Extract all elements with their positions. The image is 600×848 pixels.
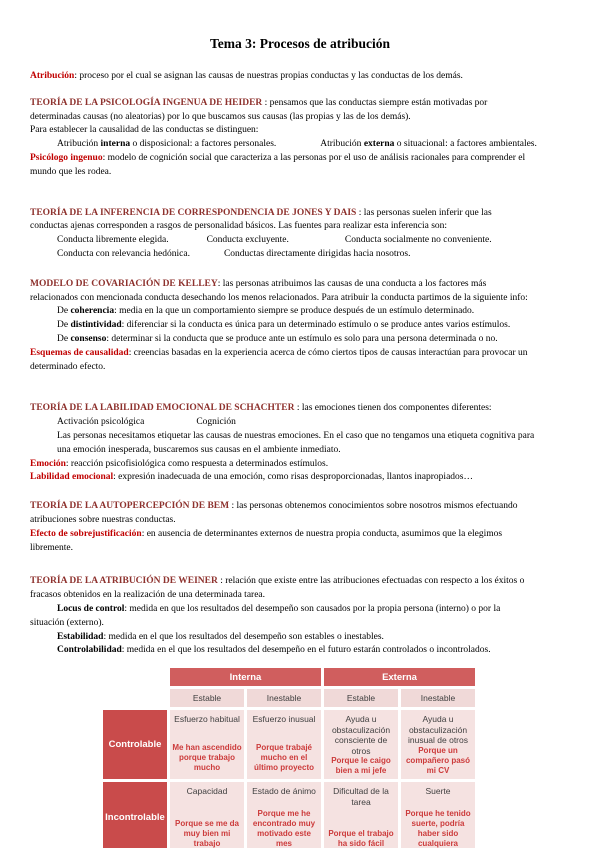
- text-line: [30, 234, 570, 248]
- table-cell: [401, 710, 475, 779]
- cell-example: Porque trabajé mucho en el último proyecto: [253, 743, 314, 772]
- table-sub-header: Estable: [170, 689, 244, 707]
- table-sub-header: Estable: [324, 689, 398, 707]
- table-cell: [324, 782, 398, 848]
- text-line: [30, 347, 570, 361]
- text-segment: Atribución: [320, 139, 364, 150]
- text-line: [30, 207, 570, 221]
- text-line: [30, 138, 570, 152]
- text-segment: relacionados con mencionada conducta desechando los menos relacionados. Para atribuir la conducta partimos de la siguiente info:: [30, 292, 528, 303]
- document-body: [30, 70, 570, 658]
- cell-title: Dificultad de la tarea: [333, 786, 389, 807]
- text-segment: De: [57, 320, 71, 331]
- table-cell-content: [401, 782, 475, 848]
- text-segment: : expresión inadecuada de una emoción, como risas desproporcionadas, llantos inapropiados…: [113, 472, 473, 483]
- text-segment: o situacional: a factores ambientales.: [394, 139, 537, 150]
- text-segment: Las personas necesitamos etiquetar las causas de nuestras emociones. En el caso que no tengamos una etiqueta cognitiva para: [57, 430, 535, 441]
- tab-gap: [276, 145, 320, 146]
- table-group-header: Interna: [170, 668, 321, 686]
- table-row: [103, 689, 475, 707]
- table-row: [103, 710, 475, 779]
- text-line: [30, 416, 570, 430]
- table-cell-content: [401, 710, 475, 779]
- text-line: [30, 402, 570, 416]
- text-segment: consenso: [70, 333, 107, 344]
- text-segment: Conductas directamente dirigidas hacia nosotros.: [223, 248, 411, 259]
- text-segment: : medida en el que los resultados del desempeño en el futuro estarán controlados o incontrolados.: [121, 645, 491, 656]
- text-segment: fracasos obtenidos en la realización de una determinada tarea.: [30, 590, 266, 601]
- text-line: [30, 319, 570, 333]
- tab-gap: [169, 241, 207, 242]
- keyword: Efecto de sobrejustificación: [30, 528, 142, 539]
- text-line: [30, 575, 570, 589]
- text-segment: : modelo de cognición social que caracteriza a las personas por el uso de análisis racionales para comprender el: [102, 152, 526, 163]
- cell-title: Suerte: [425, 786, 451, 796]
- text-line: [30, 430, 570, 444]
- text-line: [30, 124, 570, 138]
- text-segment: : diferenciar si la conducta es única para un determinado estímulo o se produce antes varios estímulos.: [121, 320, 511, 331]
- text-segment: Locus de control: [57, 603, 125, 614]
- table-cell-content: [247, 710, 321, 776]
- keyword: Atribución: [30, 71, 75, 81]
- table-cell-content: [170, 782, 244, 848]
- text-segment: : las emociones tienen dos componentes diferentes:: [294, 403, 492, 414]
- text-segment: una emoción inesperada, buscaremos sus causas en el ambiente inmediato.: [57, 444, 341, 455]
- text-segment: coherencia: [70, 306, 115, 317]
- text-line: [30, 631, 570, 645]
- text-segment: : en ausencia de determinantes externos de nuestra propia conducta, asumimos que la elegimos: [141, 528, 503, 539]
- section-heading: TEORÍA DE LA PSICOLOGÍA INGENUA DE HEIDER: [30, 97, 263, 108]
- text-segment: externa: [363, 139, 395, 150]
- text-line: [30, 248, 570, 262]
- table-row: [103, 668, 475, 686]
- text-line: [30, 444, 570, 458]
- text-line: [30, 603, 570, 617]
- text-segment: interna: [100, 139, 131, 150]
- text-segment: : medida en que los resultados del desempeño son causados por la propia persona (interno) o por la: [124, 603, 501, 614]
- cell-title: Capacidad: [186, 786, 228, 796]
- text-line: [30, 589, 570, 603]
- cell-example: Porque un compañero pasó mi CV: [405, 745, 470, 775]
- table-cell: [324, 710, 398, 779]
- table-cell: [170, 782, 244, 848]
- text-segment: situación (externo).: [30, 617, 104, 628]
- cell-example: Porque se me da muy bien mi trabajo: [174, 819, 240, 848]
- table-cell: [401, 782, 475, 848]
- text-segment: Atribución: [57, 139, 101, 150]
- tab-gap: [190, 255, 224, 256]
- keyword: Labilidad emocional: [30, 472, 114, 483]
- text-line: [30, 152, 570, 166]
- keyword: Emoción: [30, 458, 66, 469]
- table-row-label: Controlable: [103, 710, 167, 779]
- cell-example: Me han ascendido porque trabajo mucho: [172, 743, 242, 772]
- text-segment: determinado efecto.: [30, 361, 106, 372]
- text-segment: : las personas suelen inferir que las: [356, 207, 492, 218]
- cell-example: Porque he tenido suerte, podría haber sido cualquiera: [405, 809, 471, 848]
- cell-title: Ayuda u obstaculización inusual de otros: [407, 714, 468, 745]
- text-line: [30, 617, 570, 631]
- text-segment: distintividad: [70, 320, 122, 331]
- table-corner-cell: [103, 689, 167, 707]
- text-line: [30, 458, 570, 472]
- page-title: Tema 3: Procesos de atribución: [210, 36, 390, 51]
- attribution-table: [100, 665, 478, 848]
- text-line: [30, 97, 570, 111]
- text-segment: : proceso por el cual se asignan las causas de nuestras propias conductas y las conductas de los demás.: [74, 71, 463, 81]
- text-segment: atribuciones sobre nuestras conductas.: [30, 514, 176, 525]
- text-segment: : pensamos que las conductas siempre están motivadas por: [262, 97, 488, 108]
- table-cell: [247, 710, 321, 779]
- text-segment: o disposicional: a factores personales.: [130, 139, 277, 150]
- text-segment: : reacción psicofisiológica como respuesta a determinados estímulos.: [65, 458, 329, 469]
- text-line: [30, 471, 570, 485]
- tab-gap: [289, 241, 345, 242]
- section-heading: TEORÍA DE LA ATRIBUCIÓN DE WEINER: [30, 576, 218, 587]
- cell-title: Esfuerzo inusual: [252, 714, 316, 724]
- text-line: [30, 542, 570, 556]
- text-line: [30, 528, 570, 542]
- table-cell-content: [170, 710, 244, 776]
- text-segment: : relación que existe entre las atribuciones efectuadas con respecto a los éxitos o: [217, 576, 525, 587]
- table-cell-content: [324, 710, 398, 779]
- keyword: Esquemas de causalidad: [30, 347, 129, 358]
- text-segment: Estabilidad: [57, 631, 104, 642]
- text-line: [30, 278, 570, 292]
- text-line: [30, 220, 570, 234]
- text-line: [30, 500, 570, 514]
- section-heading: TEORÍA DE LA INFERENCIA DE CORRESPONDENCIA DE JONES Y DAIS: [30, 207, 357, 218]
- text-segment: Cognición: [196, 417, 236, 428]
- table-cell: [170, 710, 244, 779]
- table-sub-header: Inestable: [247, 689, 321, 707]
- text-segment: mundo que les rodea.: [30, 166, 112, 177]
- section-heading: TEORÍA DE LA AUTOPERCEPCIÓN DE BEM: [30, 501, 230, 512]
- section-heading: MODELO DE COVARIACIÓN DE KELLEY: [30, 278, 218, 289]
- table-sub-header: Inestable: [401, 689, 475, 707]
- text-line: [30, 305, 570, 319]
- table-cell-content: [247, 782, 321, 848]
- text-segment: Para establecer la causalidad de las conductas se distinguen:: [30, 125, 259, 136]
- text-segment: : determinar si la conducta que se produce ante un estímulo es solo para una persona determinada o no.: [106, 333, 498, 344]
- text-segment: Conducta con relevancia hedónica.: [57, 248, 190, 259]
- text-segment: De: [57, 306, 71, 317]
- text-segment: Conducta socialmente no conveniente.: [344, 235, 492, 246]
- text-segment: conductas ajenas corresponden a rasgos de personalidad básicos. Las fuentes para realizar esta inferencia son:: [30, 221, 448, 232]
- keyword: Psicólogo ingenuo: [30, 152, 103, 163]
- text-line: [30, 644, 570, 658]
- text-line: [30, 514, 570, 528]
- text-line: [30, 292, 570, 306]
- text-segment: : medida en el que los resultados del desempeño son estables o inestables.: [103, 631, 384, 642]
- tab-gap: [144, 423, 196, 424]
- text-segment: Conducta libremente elegida.: [57, 235, 169, 246]
- text-segment: determinadas causas (no aleatorias) por lo que buscamos sus causas (las propias y las de los demás).: [30, 111, 411, 122]
- text-line: [30, 333, 570, 347]
- text-segment: : media en la que un comportamiento siempre se produce después de un estímulo determinado.: [114, 306, 475, 317]
- text-segment: : creencias basadas en la experiencia acerca de cómo ciertos tipos de causas interactúan para provocar un: [128, 347, 528, 358]
- text-segment: Controlabilidad: [57, 645, 122, 656]
- text-line: [30, 70, 570, 84]
- cell-example: Porque le caigo bien a mi jefe: [331, 756, 391, 775]
- table-row-label: Incontrolable: [103, 782, 167, 848]
- text-segment: : las personas atribuimos las causas de una conducta a los factores más: [217, 278, 487, 289]
- table-group-header: Externa: [324, 668, 475, 686]
- cell-title: Ayuda u obstaculización consciente de otros: [331, 714, 391, 756]
- text-segment: : las personas obtenemos conocimientos sobre nosotros mismos efectuando: [229, 501, 518, 512]
- text-line: [30, 166, 570, 180]
- cell-title: Estado de ánimo: [252, 786, 316, 796]
- text-segment: Conducta excluyente.: [206, 235, 289, 246]
- table-corner-cell: [103, 668, 167, 686]
- table-cell: [247, 782, 321, 848]
- cell-title: Esfuerzo habitual: [174, 714, 240, 724]
- table-cell-content: [324, 782, 398, 848]
- table-row: [103, 782, 475, 848]
- text-segment: De: [57, 333, 71, 344]
- section-heading: TEORÍA DE LA LABILIDAD EMOCIONAL DE SCHACHTER: [30, 403, 295, 414]
- text-line: [30, 361, 570, 375]
- cell-example: Porque me he encontrado muy motivado este mes: [252, 809, 316, 848]
- text-line: [30, 111, 570, 125]
- text-segment: Activación psicológica: [57, 417, 145, 428]
- cell-example: Porque el trabajo ha sido fácil: [328, 829, 394, 848]
- text-segment: libremente.: [30, 542, 73, 553]
